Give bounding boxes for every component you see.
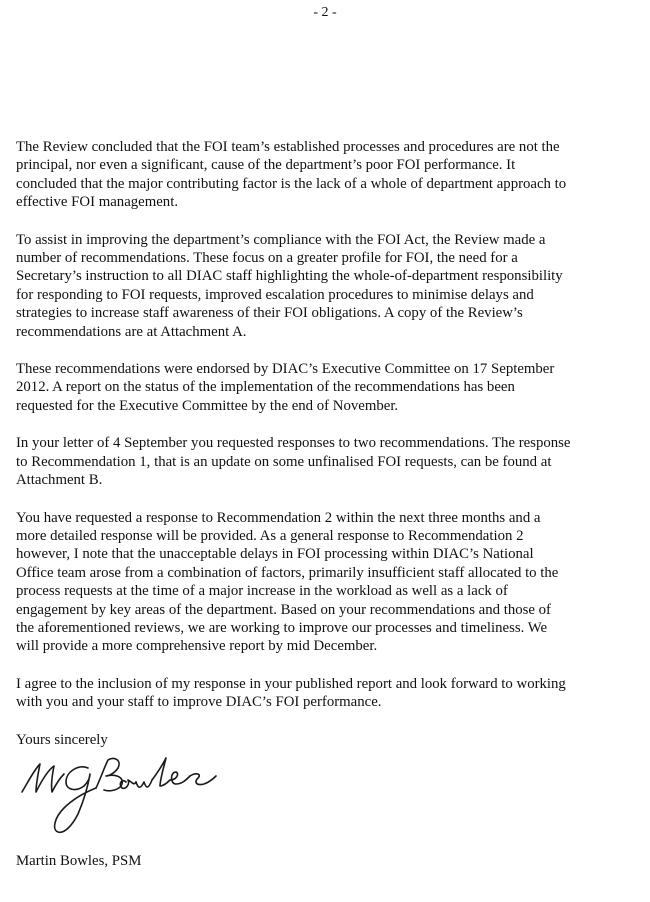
closing-salutation: Yours sincerely [16, 731, 108, 748]
signatory-name: Martin Bowles, PSM [16, 853, 142, 869]
paragraph-recommendation-2: You have requested a response to Recommendation 2 within the next three months and a more detailed response will be provided. As a general response to Recommendation 2 however, I note that the unacceptable delays in FOI processing within DIAC’s National Office team arose from a combination of factors, primarily insufficient staff allocated to the process requests at the time of a major increase in the workload as well as a lack of engagement by key areas of the department. Based on your recommendations and those of the aforementioned reviews, we are working to improve our processes and timeliness. We will provide a more comprehensive report by mid December. [16, 509, 559, 655]
handwritten-signature [14, 752, 224, 840]
paragraph-recommendation-1: In your letter of 4 September you requested responses to two recommendations. The response to Recommendation 1, that is an update on some unfinalised FOI requests, can be found at Attachment B. [16, 435, 571, 489]
paragraph-endorsement: These recommendations were endorsed by DIAC’s Executive Committee on 17 September 2012. A report on the status of the implementation of the recommendations has been requested for the Executive Committee by the end of November. [16, 361, 555, 414]
page-number: - 2 - [313, 5, 337, 20]
paragraph-review-conclusion: The Review concluded that the FOI team’s established processes and procedures are not the principal, nor even a significant, cause of the department’s poor FOI performance. It concluded that the major contributing factor is the lack of a whole of department approach to effective FOI management. [16, 139, 567, 211]
paragraph-agreement: I agree to the inclusion of my response in your published report and look forward to working with you and your staff to improve DIAC’s FOI performance. [16, 675, 566, 711]
letter-body [16, 138, 620, 749]
paragraph-recommendations: To assist in improving the department’s compliance with the FOI Act, the Review made a number of recommendations. These focus on a greater profile for FOI, the need for a Secretary’s instruction to all DIAC staff highlighting the whole-of-department responsibility for responding to FOI requests, improved escalation procedures to minimise delays and strategies to increase staff awareness of their FOI obligations. A copy of the Review’s recommendations are at Attachment A. [16, 231, 563, 340]
